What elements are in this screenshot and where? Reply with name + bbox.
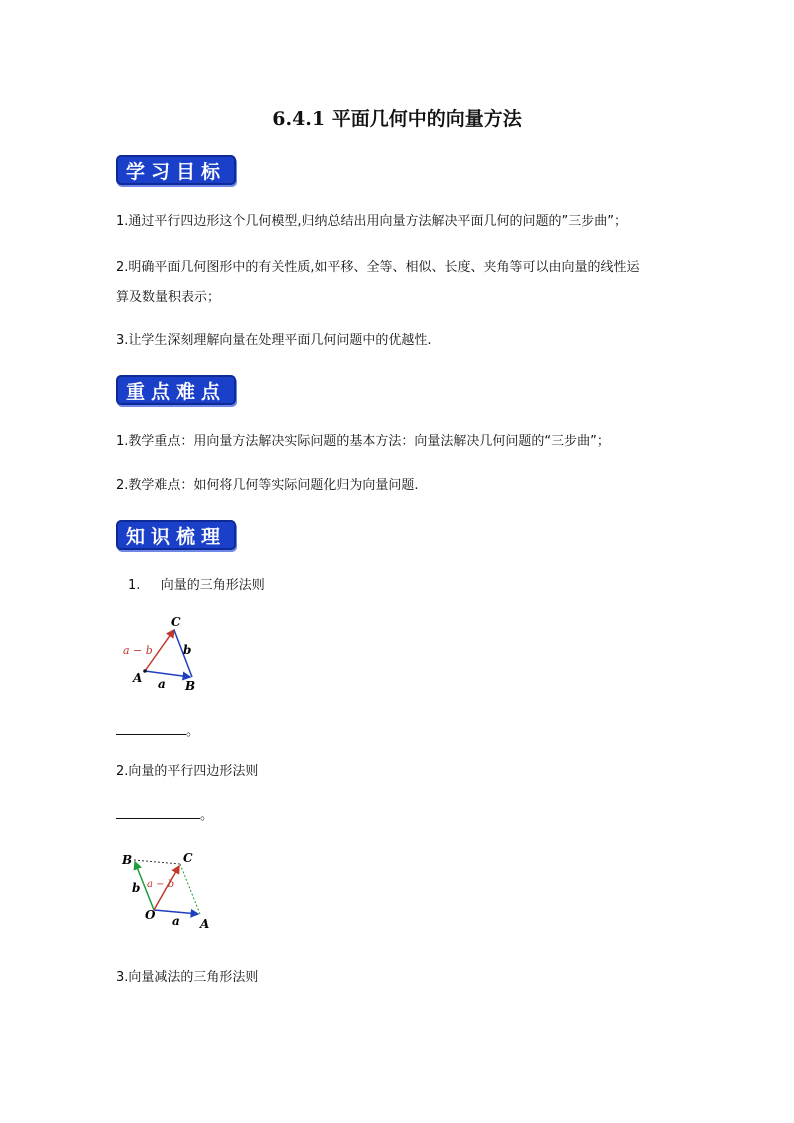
- label-a-minus-b: a − b: [147, 879, 175, 890]
- point-A: A: [133, 671, 143, 685]
- point-C: C: [171, 615, 181, 629]
- knowledge-item-2: 2.向量的平行四边形法则: [116, 764, 259, 779]
- section-badge-key-points: 重点难点: [116, 375, 236, 405]
- label-a: a: [172, 914, 180, 928]
- label-b: b: [183, 643, 192, 657]
- goal-item-3: 3.让学生深刻理解向量在处理平面几何问题中的优越性.: [116, 333, 432, 348]
- section-badge-goals: 学习目标: [116, 155, 236, 185]
- page-title: 6.4.1 平面几何中的向量方法: [272, 108, 522, 130]
- dotted-edge-ca: [180, 864, 200, 914]
- label-a-minus-b: a − b: [123, 644, 153, 657]
- goal-item-1: 1.通过平行四边形这个几何模型,归纳总结出用向量方法解决平面几何的问题的”三步曲”；: [116, 214, 628, 229]
- key-point-item-2: 2.教学难点：如何将几何等实际问题化归为向量问题.: [116, 478, 419, 493]
- key-point-item-1: 1.教学重点：用向量方法解决实际问题的基本方法：向量法解决几何问题的“三步曲”；: [116, 434, 610, 449]
- point-A: A: [200, 917, 210, 931]
- knowledge-item-1-text: 向量的三角形法则: [160, 578, 265, 593]
- label-b: b: [132, 881, 141, 895]
- knowledge-item-1: [128, 572, 698, 600]
- point-B: B: [122, 853, 133, 867]
- blank-line-2: [116, 802, 686, 830]
- answer-blank-1[interactable]: [116, 720, 186, 735]
- goal-item-2-line-1: 2.明确平面几何图形中的有关性质,如平移、全等、相似、长度、夹角等可以由向量的线性运: [116, 260, 640, 275]
- blank-line-1: [116, 718, 686, 746]
- section-badge-knowledge: 知识梳理: [116, 520, 236, 550]
- label-a: a: [158, 677, 166, 691]
- parallelogram-rule-figure: [116, 848, 216, 934]
- goal-item-2-line-2: 算及数量积表示；: [116, 290, 221, 305]
- point-C: C: [183, 851, 193, 865]
- blank-end-2: 。: [200, 808, 214, 823]
- blank-end-1: 。: [186, 724, 200, 739]
- knowledge-item-3: 3.向量减法的三角形法则: [116, 970, 259, 985]
- knowledge-item-1-number: 1.: [128, 578, 141, 593]
- dotted-edge-bc: [134, 860, 180, 864]
- triangle-rule-figure: [116, 610, 216, 694]
- vector-a-line: [145, 671, 190, 677]
- point-B: B: [185, 679, 196, 693]
- point-O: O: [145, 908, 156, 922]
- answer-blank-2[interactable]: [116, 804, 200, 819]
